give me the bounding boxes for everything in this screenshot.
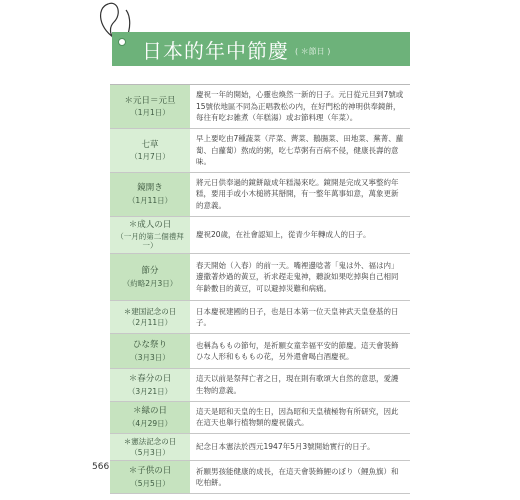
festival-name: 節分: [141, 266, 159, 277]
festival-description: 紀念日本憲法於西元1947年5月3號開始實行的日子。: [196, 442, 375, 452]
table-row: [110, 254, 410, 301]
festival-description: 慶祝20歲，在社會認知上，從青少年轉成人的日子。: [196, 230, 371, 240]
festival-description: 慶祝一年的開始，心靈也煥然一新的日子。元日從元旦到7號或15號依地區不同為正唱教松の内，在好門松的神明供奉鏡餅，每往有吃お雑煮（年糕湯）或お節料理（年菜）。: [196, 90, 404, 123]
festival-description: 也稱為ももの節句，是祈願女童幸福平安的節慶。這天會裝飾ひな人形和もももの花，另外還會喝白酒慶祝。: [196, 340, 399, 362]
page-number: 566: [92, 462, 110, 472]
festival-name-cell: [110, 461, 190, 493]
festival-name: ＊元日＝元旦: [124, 95, 176, 106]
festival-description: 早上要吃由7種蔬菜（芹菜、薺菜、鵝腸菜、田地菜、蕪菁、蘿蔔、白蘿蔔）熬成的粥，吃七草粥有百病不侵，健康長壽的意味。: [196, 133, 404, 167]
festival-date: （4月29日）: [127, 418, 173, 428]
festival-name: 鏡開き: [137, 183, 163, 194]
festival-date: （1月7日）: [130, 152, 170, 162]
festival-name: ＊春分の日: [128, 374, 172, 385]
table-row: [110, 129, 410, 173]
festival-date: （一月的第二個禮拜一）: [116, 232, 184, 251]
festival-name-cell: [110, 369, 190, 400]
festival-name-cell: [110, 173, 190, 216]
festival-name-cell: [110, 85, 190, 128]
tag-hole-icon: [118, 38, 126, 46]
festival-name-cell: [110, 129, 190, 172]
table-row: [110, 173, 410, 217]
table-row: [110, 461, 410, 494]
page-subtitle: ( ＊節日 ): [295, 46, 331, 56]
festival-date: （3月21日）: [127, 386, 173, 396]
table-row: [110, 369, 410, 401]
table-row: [110, 85, 410, 129]
festival-date: （約略2月3日）: [122, 279, 178, 289]
festival-date: （3月3日）: [130, 353, 170, 363]
festival-name: ＊緑の日: [132, 406, 167, 417]
festival-description: 將元日供奉過的鏡餅敲成年糕湯來吃。鏡開是完成又寧整約年糕，要用手或小木槌將其掰開，有一整年萬事如意，萬象更新的意義。: [196, 177, 399, 210]
festival-date: （1月11日）: [127, 196, 173, 205]
table-row: [110, 434, 410, 461]
festival-description: 春天開始（入春）的前一天。嘴裡邊唸著「鬼は外、福は内」邊撒著炒過的黃豆，祈求趕走鬼神，聽說如果吃掉與自己相同年齡數目的黃豆，可以避掉災難和病痛。: [196, 260, 399, 294]
festival-name: ひな祭り: [132, 340, 167, 351]
table-row: [110, 402, 410, 434]
festival-name-cell: [110, 402, 190, 433]
festival-description: 日本慶祝建國的日子，也是日本第一位天皇神武天皇登基的日子。: [196, 306, 399, 328]
festival-table: [110, 84, 410, 494]
festival-name-cell: [110, 254, 190, 300]
festival-name: ＊子供の日: [128, 466, 172, 477]
festival-name: ＊憲法記念の日: [123, 436, 177, 446]
festival-description: 祈願男孩能健康的成長，在這天會裝飾鯉のぼり（鯉魚旗）和吃柏餅。: [196, 466, 399, 488]
table-row: [110, 334, 410, 369]
page-title: 日本的年中節慶: [142, 38, 289, 63]
festival-date: （2月11日）: [127, 318, 173, 328]
festival-name: 七草: [141, 139, 159, 150]
festival-name: ＊成人の日: [128, 219, 172, 230]
festival-name-cell: [110, 434, 190, 460]
festival-name-cell: [110, 217, 190, 254]
table-row: [110, 301, 410, 334]
festival-date: （1月1日）: [130, 108, 170, 118]
festival-name-cell: [110, 301, 190, 333]
festival-name: ＊建国記念の日: [123, 307, 177, 317]
section-title-bar: [112, 32, 410, 66]
festival-date: （5月3日）: [130, 448, 170, 458]
festival-description: 這天是昭和天皇的生日，因為昭和天皇積極物有所研究，因此在這天也舉行植物類的慶祝儀式。: [196, 406, 399, 428]
festival-name-cell: [110, 334, 190, 368]
festival-description: 這天以前是祭拜亡者之日，現在則有歌頌大自然的意思，愛護生物的意義。: [196, 374, 399, 395]
table-row: [110, 217, 410, 255]
festival-date: （5月5日）: [130, 478, 170, 488]
